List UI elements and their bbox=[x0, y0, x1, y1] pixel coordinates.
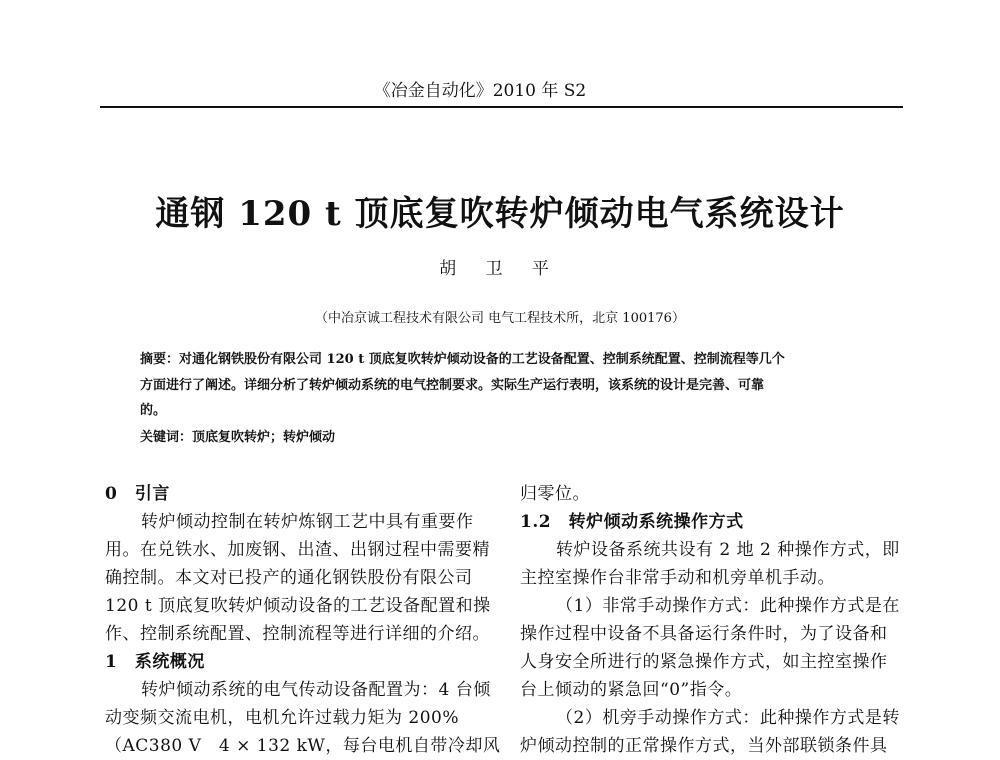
paper-title: 通钢 120 t 顶底复吹转炉倾动电气系统设计 bbox=[155, 194, 845, 234]
body-line: 120 t 顶底复吹转炉倾动设备的工艺设备配置和操 bbox=[105, 596, 491, 616]
body-line: 作、控制系统配置、控制流程等进行详细的介绍。 bbox=[105, 624, 490, 644]
body-line: 转炉倾动控制在转炉炼钢工艺中具有重要作 bbox=[141, 512, 474, 532]
keywords bbox=[140, 426, 335, 445]
abstract-line: 方面进行了阐述。详细分析了转炉倾动系统的电气控制要求。实际生产运行表明，该系统的设计是完善、可靠 bbox=[140, 378, 765, 393]
body-line: 用。在兑铁水、加废钢、出渣、出钢过程中需要精 bbox=[105, 540, 490, 560]
section-heading: 0 引言 bbox=[105, 484, 170, 504]
body-line: 炉倾动控制的正常操作方式，当外部联锁条件具 bbox=[520, 736, 888, 756]
journal-header: 《冶金自动化》2010 年 S2 bbox=[373, 81, 587, 101]
body-line: （AC380 V 4 × 132 kW，每台电机自带冷却风 bbox=[105, 736, 501, 756]
author: 胡 卫 平 bbox=[439, 259, 561, 279]
abstract-label: 摘要： bbox=[140, 352, 180, 367]
keywords-text: 顶底复吹转炉；转炉倾动 bbox=[192, 430, 336, 445]
section-heading: 1 系统概况 bbox=[105, 652, 205, 672]
affiliation: （中冶京诚工程技术有限公司 电气工程技术所，北京 100176） bbox=[315, 311, 685, 326]
body-line: 确控制。本文对已投产的通化钢铁股份有限公司 bbox=[105, 568, 473, 588]
abstract-line: 的。 bbox=[140, 403, 167, 418]
body-line: （2）机旁手动操作方式：此种操作方式是转 bbox=[556, 708, 900, 728]
body-line: 操作过程中设备不具备运行条件时，为了设备和 bbox=[520, 624, 888, 644]
keywords-label: 关键词： bbox=[140, 430, 193, 445]
body-line: 台上倾动的紧急回“0”指令。 bbox=[520, 680, 743, 700]
body-line: 主控室操作台非常手动和机旁单机手动。 bbox=[520, 568, 835, 588]
right-column bbox=[520, 480, 910, 760]
abstract-text: 对通化钢铁股份有限公司 120 t 顶底复吹转炉倾动设备的工艺设备配置、控制系统配置、控制流程等几个 bbox=[179, 352, 785, 367]
header-rule bbox=[100, 106, 903, 108]
left-column bbox=[105, 480, 501, 760]
body-line: 归零位。 bbox=[520, 484, 590, 504]
body-line: （1）非常手动操作方式：此种操作方式是在 bbox=[556, 596, 900, 616]
body-line: 人身安全所进行的紧急操作方式，如主控室操作 bbox=[520, 652, 888, 672]
body-line: 转炉设备系统共设有 2 地 2 种操作方式，即 bbox=[556, 540, 900, 560]
body-line: 转炉倾动系统的电气传动设备配置为：4 台倾 bbox=[141, 680, 491, 700]
abstract-line bbox=[140, 348, 785, 367]
section-heading: 1.2 转炉倾动系统操作方式 bbox=[520, 512, 744, 532]
body-line: 动变频交流电机，电机允许过载力矩为 200% bbox=[105, 708, 460, 728]
